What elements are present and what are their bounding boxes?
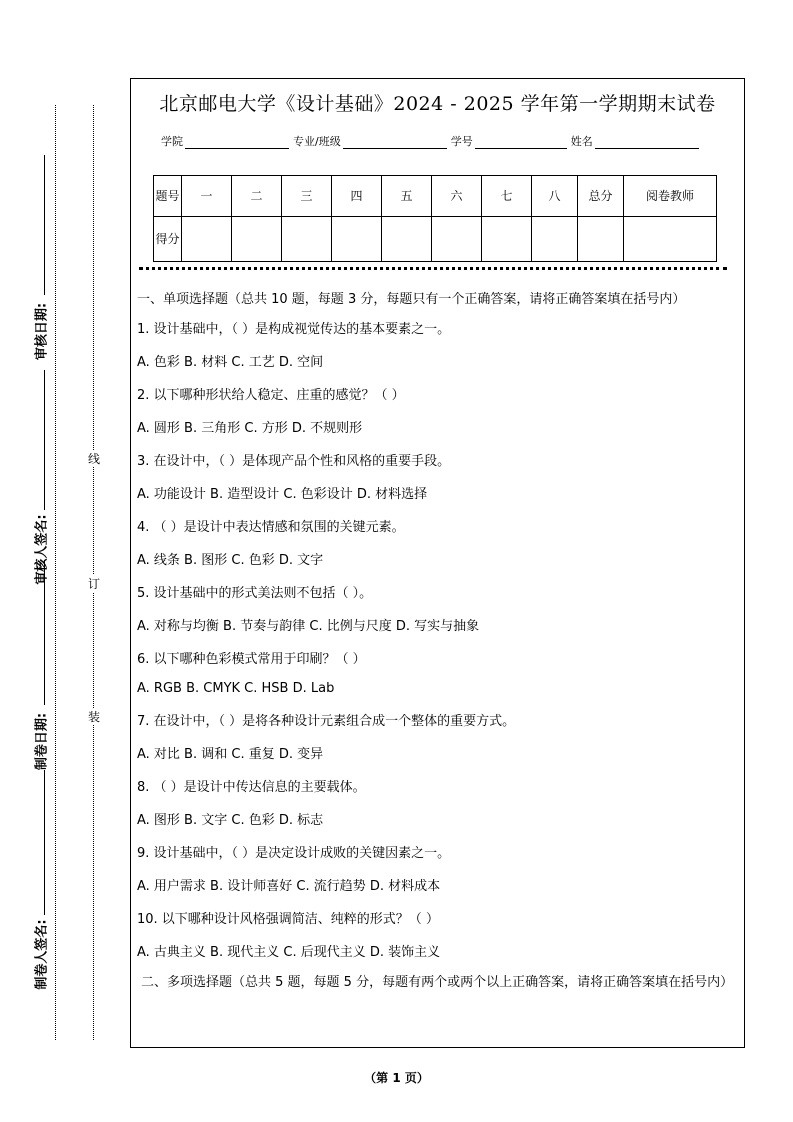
reviewer-sign-field[interactable] [44,370,45,510]
exam-title: 北京邮电大学《设计基础》2024 - 2025 学年第一学期期末试卷 [159,93,716,115]
name-label: 姓名 [570,135,593,148]
reviewer-sign-label: 审核人签名: [34,514,50,585]
major-field[interactable] [343,136,447,149]
maker-date-label: 制卷日期: [34,712,50,771]
section1-heading: 一、单项选择题（总共 10 题，每题 3 分，每题只有一个正确答案，请将正确答案填在括号内） [137,292,686,307]
score-cell[interactable] [282,217,332,262]
options-7: A. 对比 B. 调和 C. 重复 D. 变异 [137,747,324,762]
options-6: A. RGB B. CMYK C. HSB D. Lab [137,681,335,696]
exam-body [137,289,741,993]
score-cell[interactable] [382,217,432,262]
student-id-label: 学号 [450,135,473,148]
question-7: 7. 在设计中，（ ）是将各种设计元素组合成一个整体的重要方式。 [137,714,516,729]
header-label-cell: 题号 [154,176,182,217]
review-date-label: 审核日期: [34,302,50,361]
question-2: 2. 以下哪种形状给人稳定、庄重的感觉？（ ） [137,388,405,403]
student-id-field[interactable] [475,136,567,149]
binding-char-bind: 订 [88,577,101,591]
page-number: （第 1 页） [364,1071,429,1085]
col-8: 八 [532,176,578,217]
score-table [153,175,717,262]
options-10: A. 古典主义 B. 现代主义 C. 后现代主义 D. 装饰主义 [137,945,441,960]
question-1: 1. 设计基础中，（ ）是构成视觉传达的基本要素之一。 [137,322,451,337]
binding-char-line: 线 [88,452,101,466]
col-total: 总分 [578,176,624,217]
score-header-row [154,176,717,217]
col-2: 二 [232,176,282,217]
options-4: A. 线条 B. 图形 C. 色彩 D. 文字 [137,553,324,568]
col-6: 六 [432,176,482,217]
options-1: A. 色彩 B. 材料 C. 工艺 D. 空间 [137,355,324,370]
col-7: 七 [482,176,532,217]
college-label: 学院 [161,135,183,148]
score-cell[interactable] [532,217,578,262]
binding-char-outfit: 装 [88,710,101,724]
options-9: A. 用户需求 B. 设计师喜好 C. 流行趋势 D. 材料成本 [137,879,441,894]
score-cell[interactable] [182,217,232,262]
maker-sign-field[interactable] [44,770,45,915]
separator-dotted [139,267,727,270]
question-4: 4. （ ）是设计中表达情感和氛围的关键元素。 [137,520,405,535]
review-date-field[interactable] [44,155,45,295]
score-row [154,217,717,262]
options-8: A. 图形 B. 文字 C. 色彩 D. 标志 [137,813,324,828]
score-cell[interactable] [624,217,717,262]
score-cell[interactable] [432,217,482,262]
question-8: 8. （ ）是设计中传达信息的主要载体。 [137,780,366,795]
score-cell[interactable] [232,217,282,262]
maker-sign-label: 制卷人签名: [34,919,50,990]
score-label-cell: 得分 [154,217,182,262]
col-grader: 阅卷教师 [624,176,717,217]
maker-date-field[interactable] [44,560,45,705]
student-info [161,133,703,149]
binding-line-inner [93,105,94,1040]
options-5: A. 对称与均衡 B. 节奏与韵律 C. 比例与尺度 D. 写实与抽象 [137,619,480,634]
col-1: 一 [182,176,232,217]
col-3: 三 [282,176,332,217]
score-cell[interactable] [578,217,624,262]
question-3: 3. 在设计中，（ ）是体现产品个性和风格的重要手段。 [137,454,451,469]
col-4: 四 [332,176,382,217]
name-field[interactable] [595,136,699,149]
section2-heading: 二、多项选择题（总共 5 题，每题 5 分，每题有两个或两个以上正确答案，请将正确答案填在括号内） [141,975,734,990]
question-5: 5. 设计基础中的形式美法则不包括（ ）。 [137,586,373,601]
question-9: 9. 设计基础中，（ ）是决定设计成败的关键因素之一。 [137,846,451,861]
binding-line-outer [55,105,56,1040]
options-2: A. 圆形 B. 三角形 C. 方形 D. 不规则形 [137,421,363,436]
score-cell[interactable] [482,217,532,262]
major-label: 专业/班级 [293,135,341,148]
score-cell[interactable] [332,217,382,262]
options-3: A. 功能设计 B. 造型设计 C. 色彩设计 D. 材料选择 [137,487,428,502]
col-5: 五 [382,176,432,217]
question-10: 10. 以下哪种设计风格强调简洁、纯粹的形式？（ ） [137,912,439,927]
question-6: 6. 以下哪种色彩模式常用于印刷？（ ） [137,652,366,667]
college-field[interactable] [185,136,289,149]
exam-frame [130,78,745,1048]
